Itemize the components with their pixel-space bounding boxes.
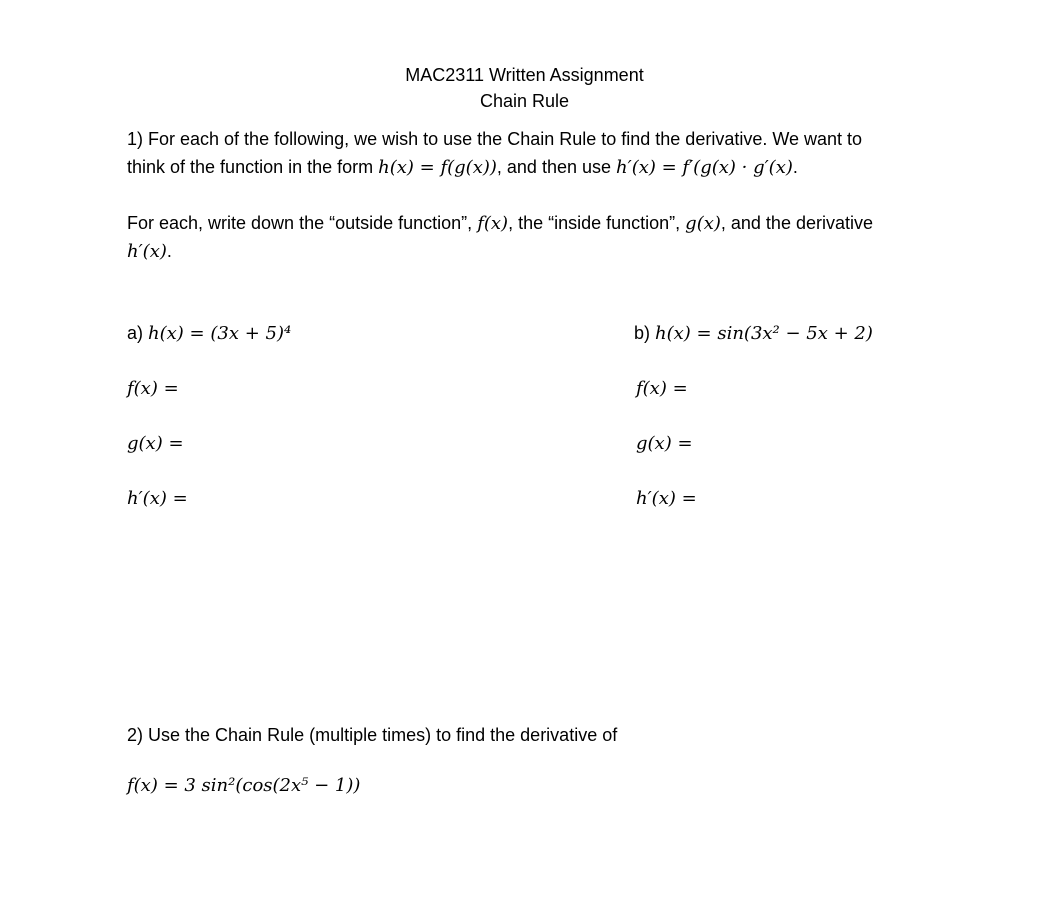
part-b-f-answer-line: f(x) = xyxy=(636,378,688,399)
instruction-text: , the “inside function”, xyxy=(508,213,681,233)
part-a-heading xyxy=(127,322,291,345)
intro-period: . xyxy=(792,157,798,177)
assignment-title: MAC2311 Written Assignment xyxy=(405,65,644,85)
problem2-prompt: 2) Use the Chain Rule (multiple times) to find the derivative of xyxy=(127,725,618,745)
problem1-intro-line1: 1) For each of the following, we wish to use the Chain Rule to find the derivative. We want to xyxy=(127,129,863,149)
part-a-f-answer-line: f(x) = xyxy=(127,378,179,399)
composition-formula: h(x) = f(g(x)) xyxy=(378,157,497,178)
part-b-expression: h(x) = sin(3x² − 5x + 2) xyxy=(655,323,873,344)
part-a-h-prime-answer-line: h′(x) = xyxy=(127,488,188,509)
outside-function-symbol: f(x) xyxy=(477,213,509,234)
instruction-period: . xyxy=(166,241,172,261)
problem2-expression: f(x) = 3 sin²(cos(2x⁵ − 1)) xyxy=(127,775,361,796)
intro-text: think of the function in the form xyxy=(127,157,374,177)
problem1-intro-line2 xyxy=(127,156,798,179)
assignment-subtitle: Chain Rule xyxy=(479,91,570,111)
instruction-text: , and the derivative xyxy=(720,213,873,233)
part-a-expression: h(x) = (3x + 5)⁴ xyxy=(148,323,292,344)
part-a-label: a) xyxy=(127,323,144,343)
derivative-symbol: h′(x) xyxy=(127,241,167,262)
part-b-g-answer-line: g(x) = xyxy=(636,433,693,454)
intro-text: , and then use xyxy=(496,157,611,177)
part-b-h-prime-answer-line: h′(x) = xyxy=(636,488,697,509)
part-a-g-answer-line: g(x) = xyxy=(127,433,184,454)
problem1-instructions-line1 xyxy=(127,212,873,235)
part-b-heading xyxy=(634,322,873,345)
problem1-instructions-line2 xyxy=(127,240,172,263)
inside-function-symbol: g(x) xyxy=(685,213,721,234)
instruction-text: For each, write down the “outside function”, xyxy=(127,213,473,233)
part-b-label: b) xyxy=(634,323,651,343)
chain-rule-formula: h′(x) = f′(g(x) · g′(x) xyxy=(616,157,793,178)
